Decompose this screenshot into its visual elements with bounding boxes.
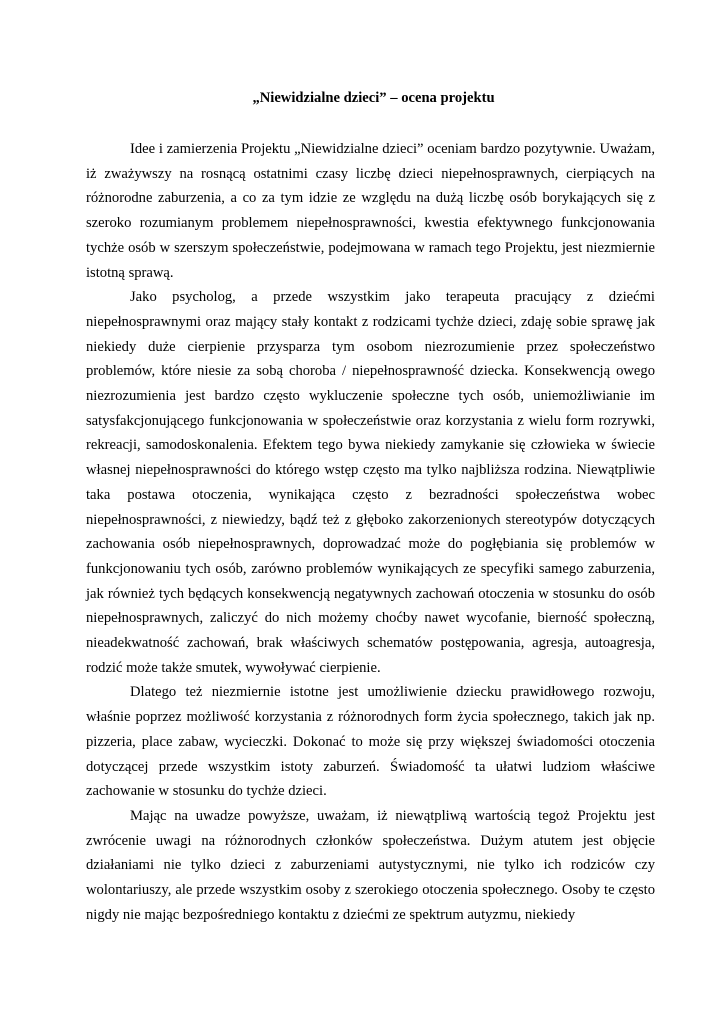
paragraph-1: Idee i zamierzenia Projektu „Niewidzialne dzieci” oceniam bardzo pozytywnie. Uważam, iż zważywszy na rosnącą ostatnimi czasy liczbę dzieci niepełnosprawnych, cierpiących na różnorodne zaburzenia, a co za tym idzie ze względu na dużą liczbę osób borykających się z szeroko rozumianym problemem niepełnosprawności, kwestia efektywnego funkcjonowania tychże osób w szerszym społeczeństwie, podejmowana w ramach tego Projektu, jest niezmiernie istotną sprawą. <box>86 141 655 281</box>
document-body <box>86 137 655 928</box>
document-title: „Niewidzialne dzieci” – ocena projektu <box>252 90 495 106</box>
paragraph-4: Mając na uwadze powyższe, uważam, iż niewątpliwą wartością tegoż Projektu jest zwrócenie uwagi na różnorodnych członków społeczeństwa. Dużym atutem jest objęcie działaniami nie tylko dzieci z zaburzeniami autystycznymi, nie tylko ich rodziców czy wolontariuszy, ale przede wszystkim osoby z szerokiego otoczenia społecznego. Osoby te często nigdy nie mając bezpośredniego kontaktu z dziećmi ze spektrum autyzmu, niekiedy <box>86 807 655 923</box>
paragraph-2: Jako psycholog, a przede wszystkim jako terapeuta pracujący z dziećmi niepełnosprawnymi oraz mający stały kontakt z rodzicami tychże dzieci, zdaję sobie sprawę jak niekiedy duże cierpienie przysparza tym osobom niezrozumienie przez społeczeństwo problemów, które niesie za sobą choroba / niepełnosprawność dziecka. Konsekwencją owego niezrozumienia jest bardzo często wykluczenie społeczne tych osób, uniemożliwianie im satysfakcjonującego funkcjonowania w społeczeństwie oraz korzystania z wielu form rozrywki, rekreacji, samodoskonalenia. Efektem tego bywa niekiedy zamykanie się człowieka w świecie własnej niepełnosprawności do którego wstęp często ma tylko najbliższa rodzina. Niewątpliwie taka postawa otoczenia, wynikająca często z bezradności społeczeństwa wobec niepełnosprawności, z niewiedzy, bądź też z głęboko zakorzenionych stereotypów dotyczących zachowania osób niepełnosprawnych, doprowadzać może do pogłębiania się problemów w funkcjonowaniu tych osób, zarówno problemów wynikających ze specyfiki samego zaburzenia, jak również tych będących konsekwencją negatywnych zachowań otoczenia w stosunku do osób niepełnosprawnych, zaliczyć do nich możemy choćby nawet wycofanie, bierność społeczną, nieadekwatność zachowań, brak właściwych schematów postępowania, agresja, autoagresja, rodzić może także smutek, wywoływać cierpienie. <box>86 289 655 676</box>
paragraph-3: Dlatego też niezmiernie istotne jest umożliwienie dziecku prawidłowego rozwoju, właśnie poprzez możliwość korzystania z różnorodnych form życia społecznego, takich jak np. pizzeria, place zabaw, wycieczki. Dokonać to może się przy większej świadomości otoczenia dotyczącej przede wszystkim istoty zaburzeń. Świadomość ta ułatwi ludziom właściwe zachowanie w stosunku do tychże dzieci. <box>86 684 655 800</box>
